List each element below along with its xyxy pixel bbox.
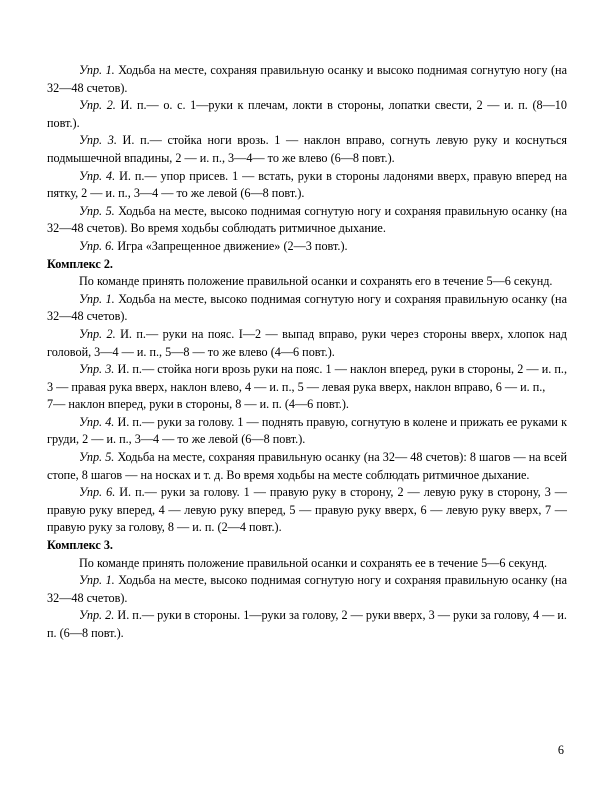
intro-paragraph: По команде принять положение правильной осанки и сохранять его в течение 5—6 секунд. [79,274,553,289]
exercise-item [47,203,567,238]
exercise-label: Упр. 2. [79,326,116,341]
exercise-text: И. п.— руки за голову. 1 — поднять правую, согнутую в колене и прижать ее руками к груди, 2 — и. п., 3—4 — то же левой (6—8 повт.). [47,414,567,447]
exercise-label: Упр. 5. [79,203,115,218]
exercise-label: Упр. 1. [79,63,115,77]
exercise-label: Упр. 3. [79,133,117,148]
exercise-label: Упр. 6. [79,485,116,500]
document-page [47,62,567,643]
exercise-label: Упр. 2. [79,98,116,113]
exercise-text: Ходьба на месте, сохраняя правильную осанку (на 32— 48 счетов): 8 шагов — на всей стопе, 8 шагов — на носках и т. д. Во время ходьбы на месте соблюдать ритмичное дыхание. [47,450,567,482]
exercise-label: Упр. 2. [79,608,115,623]
exercise-text: Ходьба на месте, высоко поднимая согнутую ногу и сохраняя правильную осанку (на 32—48 счетов). [47,573,567,605]
exercise-label: Упр. 1. [79,573,115,588]
exercise-text: Ходьба на месте, сохраняя правильную осанку и высоко поднимая согнутую ногу (на 32—48 счетов). [47,63,567,95]
exercise-item [47,291,567,326]
exercise-label: Упр. 4. [79,168,116,183]
exercise-text: Ходьба на месте, высоко поднимая согнутую ногу и сохраняя правильную осанку (на 32—48 счетов). [47,291,567,324]
exercise-item [47,607,567,642]
exercise-label: Упр. 5. [79,450,115,465]
exercise-item [47,62,567,97]
exercise-label: Упр. 6. [79,238,115,253]
exercise-item [47,168,567,203]
exercise-item [47,97,567,132]
exercise-text: Ходьба на месте, высоко поднимая согнутую ногу и сохраняя правильную осанку (на 32—48 счетов). Во время ходьбы соблюдать ритмичное дыхание. [47,203,567,236]
exercise-label: Упр. 3. [79,362,115,377]
exercise-text: И. п.— стойка ноги врозь руки на пояс. 1 — наклон вперед, руки в стороны, 2 — и. п., 3 — правая рука вверх, наклон влево, 4 — и. п., 5 — левая рука вверх, наклон вправо, 6 — и. п., [47,362,567,394]
page-number: 6 [557,743,564,757]
intro-paragraph: По команде принять положение правильной осанки и сохранять ее в течение 5—6 секунд. [79,555,548,570]
exercise-item [47,132,567,167]
exercise-text: И. п.— о. с. 1—руки к плечам, локти в стороны, лопатки свести, 2 — и. п. (8—10 повт.). [47,98,567,130]
exercise-item [47,449,567,484]
exercise-text: И. п.— руки в стороны. 1—руки за голову, 2 — руки вверх, 3 — руки за голову, 4 — и. п. (6—8 повт.). [47,608,567,640]
exercise-text: И. п.— стойка ноги врозь. 1 — наклон вправо, согнуть левую руку и коснуться подмышечной впадины, 2 — и. п., 3—4— то же влево (6—8 повт.). [47,133,567,165]
exercise-item [47,326,567,361]
exercise-text: И. п.— руки на пояс. I—2 — выпад вправо, руки через стороны вверх, хлопок над головой, 3—4 — и. п., 5—8 — то же влево (4—6 повт.). [47,326,567,359]
exercise-text: И. п.— руки за голову. 1 — правую руку в сторону, 2 — левую руку в сторону, 3 — правую руку вперед, 4 — левую руку вперед, 5 — правую руку вверх, 6 — левую руку вверх, 7 — правую руку за голову, 8 — и. п. (2—4 повт.). [47,485,567,535]
exercise-item [47,414,567,449]
exercise-label: Упр. 1. [79,291,115,306]
exercise-text: Игра «Запрещенное движение» (2—3 повт.). [114,238,348,253]
exercise-item [47,572,567,607]
section-heading: Комплекс 2. [47,256,113,271]
exercise-item [47,484,567,537]
continuation-line: 7— наклон вперед, руки в стороны, 8 — и. п. (4—6 повт.). [47,397,349,412]
exercise-item [47,238,567,256]
exercise-text: И. п.— упор присев. 1 — встать, руки в стороны ладонями вверх, правую вперед на пятку, 2 — и. п., 3—4 — то же левой (6—8 повт.). [47,168,567,201]
exercise-item [47,361,567,396]
exercise-label: Упр. 4. [79,414,115,429]
section-heading: Комплекс 3. [47,538,113,553]
